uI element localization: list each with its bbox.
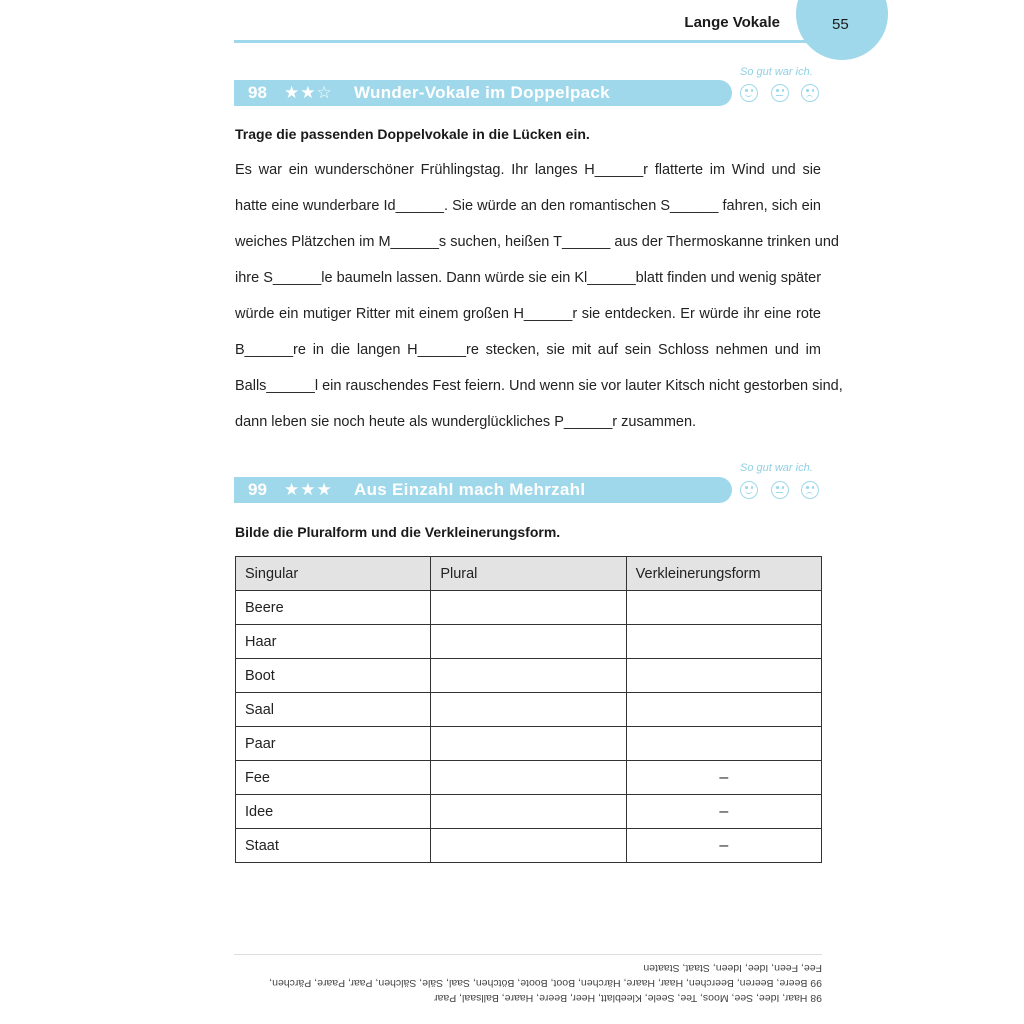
answer-key-line: Fee, Feen, Idee, Ideen, Staat, Staaten <box>643 962 822 974</box>
task-98-header <box>234 80 732 106</box>
table-row <box>236 761 822 795</box>
plural-answer-cell[interactable] <box>431 761 626 795</box>
column-header-plural: Plural <box>431 557 626 591</box>
task-number: 99 <box>248 480 267 499</box>
plural-answer-cell[interactable] <box>431 659 626 693</box>
singular-cell: Saal <box>236 693 431 727</box>
task-number: 98 <box>248 83 267 102</box>
task-title: Aus Einzahl mach Mehrzahl <box>354 480 586 499</box>
table-row <box>236 693 822 727</box>
task-title: Wunder-Vokale im Doppelpack <box>354 83 610 102</box>
table-header-row <box>236 557 822 591</box>
singular-cell: Idee <box>236 795 431 829</box>
header-rule <box>234 40 809 43</box>
singular-cell: Boot <box>236 659 431 693</box>
plural-answer-cell[interactable] <box>431 591 626 625</box>
table-row <box>236 727 822 761</box>
diminutive-answer-cell[interactable] <box>626 727 821 761</box>
table-row <box>236 591 822 625</box>
answer-key-line: 98 Haar, Idee, See, Moos, Tee, Seele, Kleeblatt, Heer, Beere, Haare, Ballsaal, Paar <box>434 992 822 1004</box>
difficulty-stars-icon: ★★☆ <box>284 83 333 102</box>
singular-cell: Haar <box>236 625 431 659</box>
rating-label: So gut war ich. <box>740 462 813 474</box>
task-98-instruction: Trage die passenden Doppelvokale in die Lücken ein. <box>235 126 590 142</box>
no-diminutive-dash: – <box>626 795 821 829</box>
singular-cell: Staat <box>236 829 431 863</box>
diminutive-answer-cell[interactable] <box>626 659 821 693</box>
task-99-header <box>234 477 732 503</box>
singular-cell: Fee <box>236 761 431 795</box>
plural-answer-cell[interactable] <box>431 625 626 659</box>
answer-key <box>234 960 822 1005</box>
cloze-line[interactable]: dann leben sie noch heute als wunderglückliches P______r zusammen. <box>235 414 697 430</box>
task-99-instruction: Bilde die Pluralform und die Verkleinerungsform. <box>235 524 561 540</box>
plural-answer-cell[interactable] <box>431 727 626 761</box>
diminutive-answer-cell[interactable] <box>626 693 821 727</box>
chapter-title: Lange Vokale <box>684 14 780 31</box>
difficulty-stars-icon: ★★★ <box>284 480 333 499</box>
column-header-singular: Singular <box>236 557 431 591</box>
column-header-diminutive: Verkleinerungsform <box>626 557 821 591</box>
rating-label: So gut war ich. <box>740 66 813 78</box>
cloze-line[interactable]: hatte eine wunderbare Id______. Sie würde an den romantischen S______ fahren, sich ein <box>235 198 821 214</box>
happy-smiley-icon[interactable] <box>740 481 758 499</box>
no-diminutive-dash: – <box>626 761 821 795</box>
singular-cell: Paar <box>236 727 431 761</box>
diminutive-answer-cell[interactable] <box>626 591 821 625</box>
cloze-line[interactable]: Balls______l ein rauschendes Fest feiern. Und wenn sie vor lauter Kitsch nicht gestorben sind, <box>235 378 843 394</box>
diminutive-answer-cell[interactable] <box>626 625 821 659</box>
answer-key-line: 99 Beere, Beeren, Beerchen, Haar, Haare, Härchen, Boot, Boote, Bötchen, Saal, Säle, Sälchen, Paar, Paare, Pärchen, <box>269 977 822 989</box>
neutral-smiley-icon[interactable] <box>771 481 789 499</box>
neutral-smiley-icon[interactable] <box>771 84 789 102</box>
cloze-line[interactable]: weiches Plätzchen im M______s suchen, heißen T______ aus der Thermoskanne trinken und <box>235 234 839 250</box>
cloze-line[interactable]: Es war ein wunderschöner Frühlingstag. Ihr langes H______r flatterte im Wind und sie <box>235 162 821 178</box>
table-row <box>236 625 822 659</box>
table-row <box>236 795 822 829</box>
plural-diminutive-table <box>235 556 822 863</box>
no-diminutive-dash: – <box>626 829 821 863</box>
cloze-line[interactable]: B______re in die langen H______re stecken, sie mit auf sein Schloss nehmen und im <box>235 342 821 358</box>
plural-answer-cell[interactable] <box>431 693 626 727</box>
sad-smiley-icon[interactable] <box>801 84 819 102</box>
plural-answer-cell[interactable] <box>431 795 626 829</box>
cloze-line[interactable]: würde ein mutiger Ritter mit einem großen H______r sie entdecken. Er würde ihr eine rote <box>235 306 821 322</box>
singular-cell: Beere <box>236 591 431 625</box>
table-row <box>236 659 822 693</box>
cloze-line[interactable]: ihre S______le baumeln lassen. Dann würde sie ein Kl______blatt finden und wenig später <box>235 270 822 286</box>
footer-rule <box>234 954 822 955</box>
happy-smiley-icon[interactable] <box>740 84 758 102</box>
sad-smiley-icon[interactable] <box>801 481 819 499</box>
plural-answer-cell[interactable] <box>431 829 626 863</box>
page-number: 55 <box>832 16 849 33</box>
table-row <box>236 829 822 863</box>
